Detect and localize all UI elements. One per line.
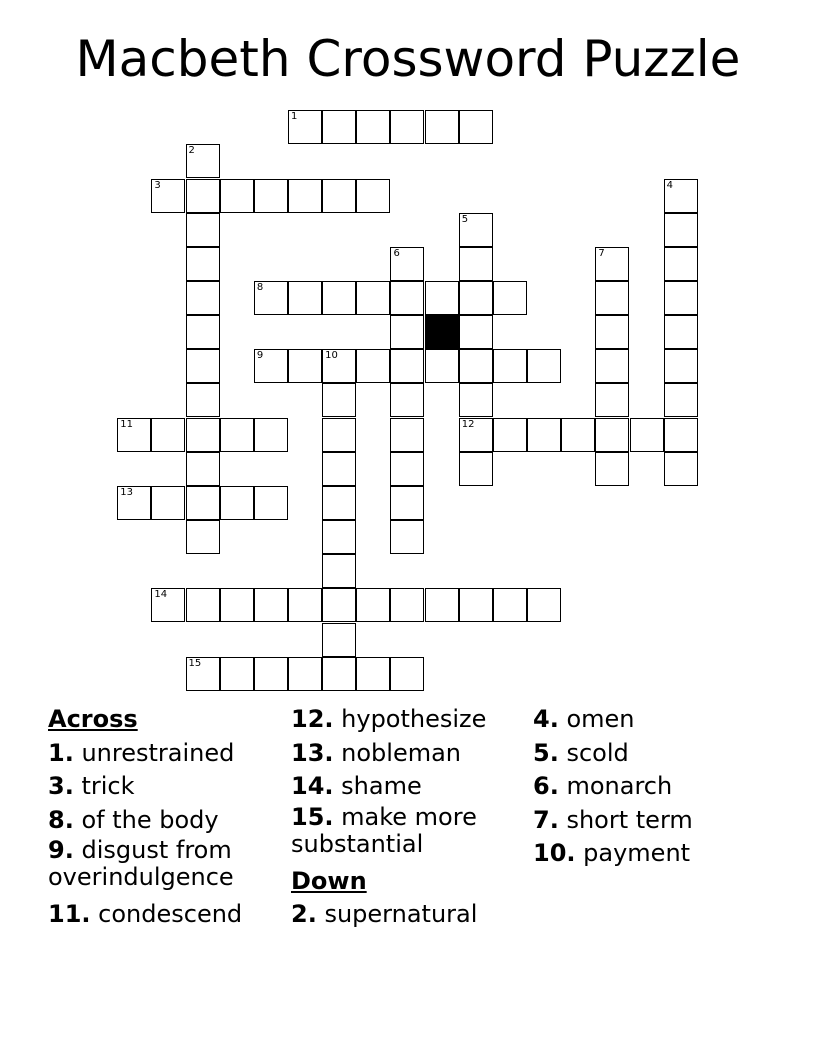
grid-cell[interactable] [186,247,220,281]
down-heading: Down [291,866,367,895]
grid-cell[interactable] [151,179,185,213]
clue-down-6: 6. monarch [533,772,673,800]
grid-cell[interactable] [322,588,356,622]
grid-cell[interactable] [322,179,356,213]
clue-number: 4 [666,179,674,191]
grid-cell[interactable] [220,588,254,622]
grid-cell[interactable] [356,281,390,315]
clue-across-1: 1. unrestrained [48,738,235,767]
clue-number: 13 [120,486,133,498]
grid-cell[interactable] [595,452,629,486]
grid-cell[interactable] [322,418,356,452]
grid-cell[interactable] [254,657,288,691]
clue-number: 1 [291,111,298,123]
grid-cell[interactable] [390,418,424,452]
grid-cell[interactable] [390,281,424,315]
grid-cell[interactable] [664,179,698,213]
grid-cell[interactable] [288,349,322,383]
clue-across-9: 9. disgust from overindulgence [48,836,234,891]
grid-cell[interactable] [561,418,595,452]
grid-cell[interactable] [322,383,356,417]
grid-cell[interactable] [356,110,390,144]
grid-cell[interactable] [664,213,698,247]
clue-across-12: 12. hypothesize [291,705,487,733]
grid-cell[interactable] [493,588,527,622]
grid-cell[interactable] [186,281,220,315]
clue-number: 6 [393,247,400,259]
grid-cell[interactable] [390,383,424,417]
grid-cell[interactable] [322,486,356,520]
grid-cell[interactable] [595,315,629,349]
grid-cell[interactable] [254,486,288,520]
grid-cell[interactable] [322,110,356,144]
grid-cell[interactable] [186,383,220,417]
grid-cell[interactable] [425,281,459,315]
clue-across-14: 14. shame [291,772,422,800]
grid-cell[interactable] [151,486,185,520]
grid-cell[interactable] [390,657,424,691]
grid-cell[interactable] [493,281,527,315]
grid-cell[interactable] [425,110,459,144]
grid-cell[interactable] [493,418,527,452]
grid-cell[interactable] [254,418,288,452]
grid-cell[interactable] [220,179,254,213]
grid-cell[interactable] [527,418,561,452]
grid-cell[interactable] [288,588,322,622]
grid-cell[interactable] [459,418,493,452]
grid-cell[interactable] [425,349,459,383]
grid-cell[interactable] [254,281,288,315]
grid-cell[interactable] [151,588,185,622]
clue-number: 5 [461,213,469,225]
clue-number: 2 [188,145,195,157]
grid-cell[interactable] [390,452,424,486]
grid-cell[interactable] [527,349,561,383]
grid-cell[interactable] [664,452,698,486]
grid-cell[interactable] [459,349,493,383]
grid-cell[interactable] [322,657,356,691]
clue-column-3 [533,703,773,871]
clue-across-13: 13. nobleman [291,738,462,767]
grid-cell[interactable] [459,588,493,622]
grid-cell[interactable] [254,588,288,622]
grid-cell[interactable] [186,452,220,486]
grid-cell[interactable] [220,657,254,691]
clue-number: 7 [598,247,605,259]
grid-cell[interactable] [186,213,220,247]
grid-cell[interactable] [459,247,493,281]
grid-cell[interactable] [254,349,288,383]
clue-across-11: 11. condescend [48,900,243,928]
clue-down-10: 10. payment [533,839,691,867]
grid-cell[interactable] [186,486,220,520]
grid-cell[interactable] [459,452,493,486]
grid-cell[interactable] [356,179,390,213]
clue-across-8: 8. of the body [48,805,219,834]
grid-cell[interactable] [356,349,390,383]
grid-cell[interactable] [664,418,698,452]
grid-cell[interactable] [493,349,527,383]
grid-cell[interactable] [186,588,220,622]
grid-cell[interactable] [356,657,390,691]
grid-cell[interactable] [527,588,561,622]
clue-down-5: 5. scold [533,738,629,767]
grid-cell[interactable] [390,349,424,383]
clue-number: 10 [325,350,338,362]
grid-cell[interactable] [664,315,698,349]
grid-cell[interactable] [254,179,288,213]
grid-cell[interactable] [322,623,356,657]
clue-number: 11 [120,418,133,430]
grid-cell[interactable] [288,110,322,144]
grid-cell[interactable] [459,213,493,247]
clue-column-1 [48,703,288,932]
clue-across-15: 15. make more substantial [291,802,477,858]
grid-cell[interactable] [459,383,493,417]
page-title: Macbeth Crossword Puzzle [75,30,741,88]
clue-number: 9 [256,350,264,362]
grid-cell[interactable] [664,349,698,383]
grid-cell[interactable] [322,349,356,383]
grid-cell[interactable] [117,418,151,452]
grid-cell[interactable] [322,554,356,588]
grid-cell[interactable] [664,247,698,281]
grid-cell[interactable] [390,110,424,144]
grid-cell[interactable] [151,418,185,452]
grid-cell[interactable] [322,281,356,315]
grid-cell[interactable] [186,657,220,691]
clue-number: 3 [154,179,161,191]
grid-cell[interactable] [595,281,629,315]
clue-across-3: 3. trick [48,772,135,800]
grid-cell[interactable] [390,486,424,520]
clue-number: 15 [188,657,202,669]
grid-cell[interactable] [390,520,424,554]
grid-cell[interactable] [664,281,698,315]
grid-cell[interactable] [595,383,629,417]
grid-cell[interactable] [390,315,424,349]
grid-cell[interactable] [595,349,629,383]
grid-cell[interactable] [117,486,151,520]
grid-cell[interactable] [186,520,220,554]
grid-cell[interactable] [425,588,459,622]
grid-cell[interactable] [595,247,629,281]
grid-cell[interactable] [186,418,220,452]
grid-cell[interactable] [186,315,220,349]
grid-cell[interactable] [288,281,322,315]
clue-down-4: 4. omen [533,705,635,733]
clue-number: 8 [256,282,264,293]
grid-cell[interactable] [288,657,322,691]
clue-number: 12 [461,418,475,430]
grid-cell[interactable] [288,179,322,213]
grid-cell[interactable] [322,520,356,554]
grid-cell[interactable] [322,452,356,486]
grid-cell[interactable] [186,349,220,383]
grid-cell[interactable] [390,247,424,281]
clue-number: 14 [154,589,168,601]
grid-cell[interactable] [186,179,220,213]
grid-cell[interactable] [595,418,629,452]
clue-down-2: 2. supernatural [291,900,478,928]
grid-cell[interactable] [390,588,424,622]
clue-down-7: 7. short term [533,805,693,834]
grid-cell[interactable] [356,588,390,622]
grid-cell[interactable] [630,418,664,452]
grid-cell[interactable] [459,281,493,315]
grid-cell[interactable] [459,110,493,144]
grid-cell[interactable] [220,418,254,452]
clue-column-2 [291,703,531,932]
grid-cell[interactable] [664,383,698,417]
grid-cell[interactable] [459,315,493,349]
across-heading: Across [48,705,138,733]
grid-cell[interactable] [186,144,220,178]
black-square [425,315,459,349]
grid-cell[interactable] [220,486,254,520]
